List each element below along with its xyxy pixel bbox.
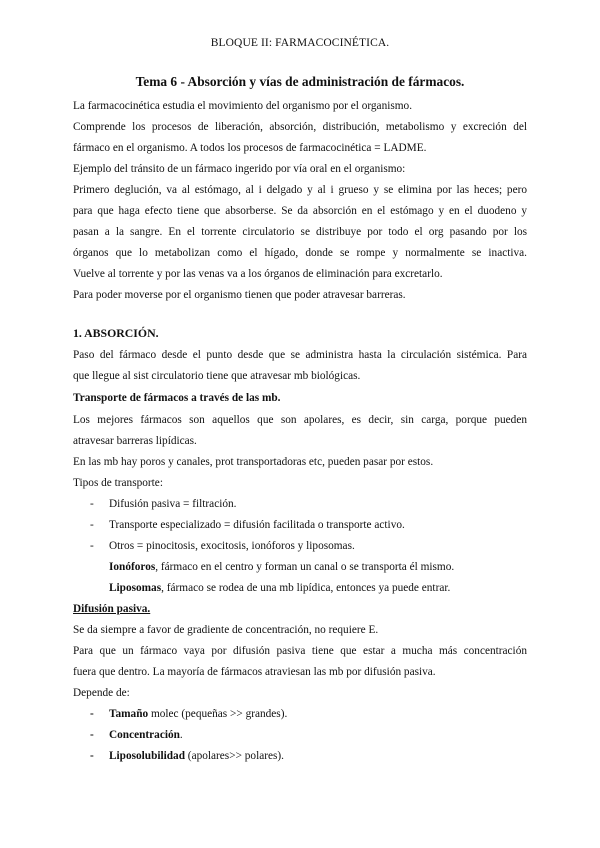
absorcion-line-2: que llegue al sist circulatorio tiene que atravesar mb biológicas. xyxy=(73,370,361,382)
intro-line-7: pasan a la sangre. En el torrente circulatorio se distribuye por todo el org pasando por los xyxy=(73,226,527,238)
liposomas-term: Liposomas xyxy=(109,582,162,594)
list-bullet: - xyxy=(90,750,94,762)
list-bullet: - xyxy=(90,498,94,510)
list-item: Transporte especializado = difusión facilitada o transporte activo. xyxy=(109,519,405,531)
factor-term: Concentración xyxy=(109,729,180,741)
intro-line-5: Primero deglución, va al estómago, al i delgado y al i grueso y se elimina por las heces; pero xyxy=(73,184,527,196)
intro-line-8: órganos que lo metabolizan como el hígado, donde se rompe y normalmente se inactiva. xyxy=(73,247,527,259)
list-item: Difusión pasiva = filtración. xyxy=(109,498,237,510)
passive-line-2: Para que un fármaco vaya por difusión pasiva tiene que estar a mucha más concentración xyxy=(73,645,527,657)
transport-line-2: atravesar barreras lipídicas. xyxy=(73,435,197,447)
transport-types-label: Tipos de transporte: xyxy=(73,477,163,489)
transport-heading: Transporte de fármacos a través de las mb. xyxy=(73,392,281,404)
intro-line-3: fármaco en el organismo. A todos los procesos de farmacocinética = LADME. xyxy=(73,142,427,154)
list-bullet: - xyxy=(90,729,94,741)
intro-line-4: Ejemplo del tránsito de un fármaco ingerido por vía oral en el organismo: xyxy=(73,163,406,175)
absorcion-line-1: Paso del fármaco desde el punto desde que se administra hasta la circulación sistémica. Para xyxy=(73,349,527,361)
passive-diffusion-heading: Difusión pasiva. xyxy=(73,603,151,615)
factor-text: molec (pequeñas >> grandes). xyxy=(148,708,288,720)
block-header: BLOQUE II: FARMACOCINÉTICA. xyxy=(210,37,390,49)
list-bullet: - xyxy=(90,519,94,531)
transport-line-1: Los mejores fármacos son aquellos que son apolares, es decir, sin carga, porque pueden xyxy=(73,414,527,426)
passive-line-1: Se da siempre a favor de gradiente de concentración, no requiere E. xyxy=(73,624,379,636)
ionoforos-term: Ionóforos xyxy=(109,561,156,573)
factor-text: . xyxy=(179,729,183,741)
topic-title: Tema 6 - Absorción y vías de administración de fármacos. xyxy=(135,74,465,89)
intro-line-2: Comprende los procesos de liberación, absorción, distribución, metabolismo y excreción del xyxy=(73,121,527,133)
factor-item-size xyxy=(109,704,287,725)
intro-line-10: Para poder moverse por el organismo tienen que poder atravesar barreras. xyxy=(73,289,406,301)
ionoforos-line xyxy=(109,557,454,578)
intro-line-1: La farmacocinética estudia el movimiento del organismo por el organismo. xyxy=(73,100,413,112)
factor-text: (apolares>> polares). xyxy=(184,750,284,762)
ionoforos-text: , fármaco en el centro y forman un canal o se transporta él mismo. xyxy=(155,561,455,573)
intro-line-9: Vuelve al torrente y por las venas va a los órganos de eliminación para excretarlo. xyxy=(73,268,443,280)
factor-term: Liposolubilidad xyxy=(109,750,185,762)
factor-item-concentration xyxy=(109,725,183,746)
list-item: Otros = pinocitosis, exocitosis, ionóforos y liposomas. xyxy=(109,540,355,552)
factor-term: Tamaño xyxy=(109,708,149,720)
intro-line-6: para que haga efecto tiene que absorberse. Se da absorción en el estómago y en el duodeno y xyxy=(73,205,527,217)
list-bullet: - xyxy=(90,540,94,552)
passive-line-3: fuera que dentro. La mayoría de fármacos atraviesan las mb por difusión pasiva. xyxy=(73,666,436,678)
factor-item-liposolubility xyxy=(109,746,284,767)
transport-line-3: En las mb hay poros y canales, prot transportadoras etc, pueden pasar por estos. xyxy=(73,456,434,468)
section-heading-absorcion: 1. ABSORCIÓN. xyxy=(73,326,159,340)
liposomas-text: , fármaco se rodea de una mb lipídica, entonces ya puede entrar. xyxy=(161,582,451,594)
list-bullet: - xyxy=(90,708,94,720)
liposomas-line xyxy=(109,578,450,599)
depends-label: Depende de: xyxy=(73,687,130,699)
